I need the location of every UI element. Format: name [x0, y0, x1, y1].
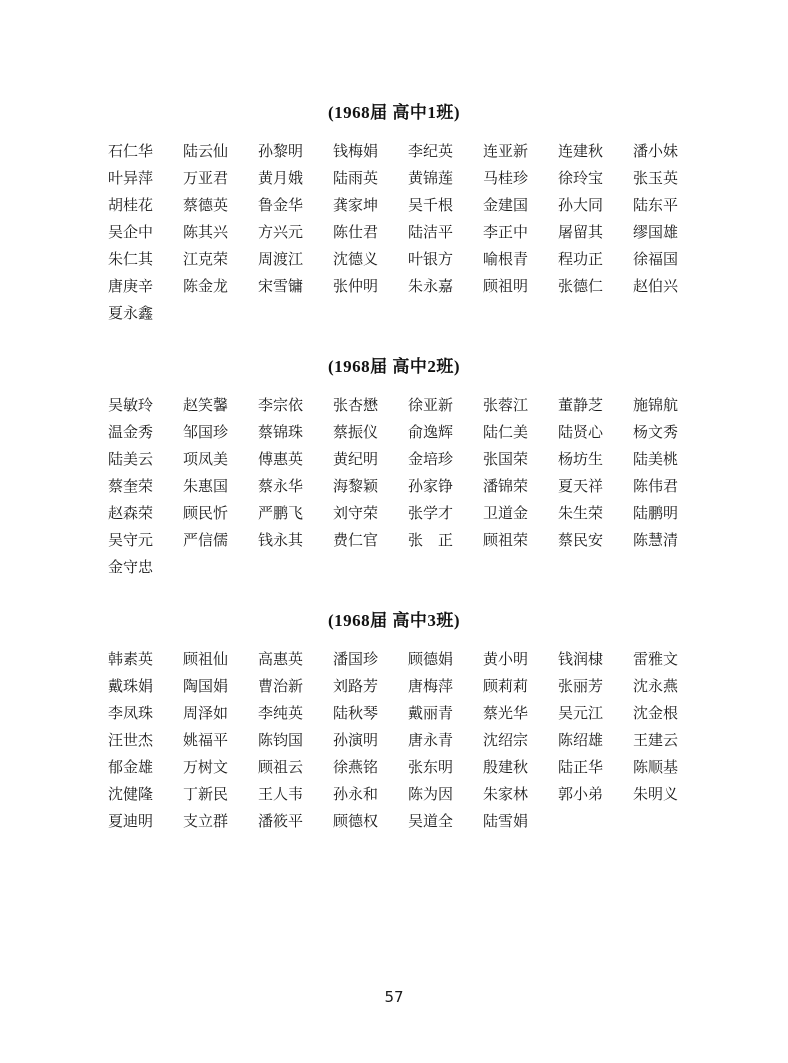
student-name: 朱明义 — [633, 785, 679, 803]
student-name: 雷雅文 — [633, 650, 679, 668]
student-name: 黄纪明 — [333, 450, 379, 468]
student-name: 陆洁平 — [408, 223, 454, 241]
student-name: 刘路芳 — [333, 677, 379, 695]
page-number: 57 — [384, 988, 404, 1006]
student-name: 李纯英 — [258, 704, 304, 722]
student-name: 吴敏玲 — [108, 396, 154, 414]
student-name: 方兴元 — [258, 223, 304, 241]
student-name: 潘小妹 — [633, 142, 679, 160]
student-name: 吴千根 — [408, 196, 454, 214]
student-name: 严鹏飞 — [258, 504, 304, 522]
student-name: 姚福平 — [183, 731, 229, 749]
student-name: 夏迪明 — [108, 812, 154, 830]
student-name: 郁金雄 — [108, 758, 154, 776]
student-name: 丁新民 — [183, 785, 229, 803]
student-name: 陈绍雄 — [558, 731, 604, 749]
student-name: 孙黎明 — [258, 142, 304, 160]
student-name: 孙演明 — [333, 731, 379, 749]
section-title: (1968届 高中3班) — [327, 611, 461, 630]
student-name: 陶国娟 — [183, 677, 229, 695]
student-name: 陆鹏明 — [633, 504, 679, 522]
student-name: 殷建秋 — [483, 758, 529, 776]
student-name: 唐庚辛 — [108, 277, 154, 295]
student-name: 李纪英 — [408, 142, 454, 160]
student-name: 陈伟君 — [633, 477, 679, 495]
student-name: 连亚新 — [483, 142, 529, 160]
student-name: 吴守元 — [108, 531, 154, 549]
student-name: 蔡永华 — [258, 477, 304, 495]
student-name: 陈钧国 — [258, 731, 304, 749]
student-name: 孙大同 — [558, 196, 604, 214]
student-name: 叶银方 — [408, 250, 454, 268]
student-name: 陈顺基 — [633, 758, 679, 776]
student-name: 俞逸辉 — [408, 423, 454, 441]
student-name: 喻根青 — [483, 250, 529, 268]
student-name: 沈德义 — [333, 250, 379, 268]
student-name: 万亚君 — [183, 169, 229, 187]
student-name: 蔡锦珠 — [258, 423, 304, 441]
student-name: 陆仁美 — [483, 423, 529, 441]
student-name: 黄月娥 — [258, 169, 304, 187]
name-list — [108, 646, 708, 835]
student-name: 赵伯兴 — [633, 277, 679, 295]
student-name: 徐玲宝 — [558, 169, 604, 187]
student-name: 蔡振仪 — [333, 423, 379, 441]
student-name: 李宗依 — [258, 396, 304, 414]
student-name: 海黎颖 — [333, 477, 379, 495]
student-name: 陆雨英 — [333, 169, 379, 187]
student-name: 赵森荣 — [108, 504, 154, 522]
student-name: 叶异萍 — [108, 169, 154, 187]
student-name: 钱永其 — [258, 531, 304, 549]
student-name: 李正中 — [483, 223, 529, 241]
student-name: 温金秀 — [108, 423, 154, 441]
student-name: 董静芝 — [558, 396, 604, 414]
student-name: 陆美云 — [108, 450, 154, 468]
student-name: 潘筱平 — [258, 812, 304, 830]
student-name: 陆正华 — [558, 758, 604, 776]
student-name: 蔡民安 — [558, 531, 604, 549]
student-name: 张 正 — [408, 531, 454, 549]
section-title: (1968届 高中2班) — [327, 357, 461, 376]
student-name: 宋雪镛 — [258, 277, 304, 295]
student-name: 沈健隆 — [108, 785, 154, 803]
student-name: 孙家铮 — [408, 477, 454, 495]
student-name: 张学才 — [408, 504, 454, 522]
student-name: 顾民忻 — [183, 504, 229, 522]
student-name: 张杏懋 — [333, 396, 379, 414]
student-name: 杨文秀 — [633, 423, 679, 441]
student-name: 吴元江 — [558, 704, 604, 722]
student-name: 杨坊生 — [558, 450, 604, 468]
student-name: 严信儒 — [183, 531, 229, 549]
student-name: 朱永嘉 — [408, 277, 454, 295]
student-name: 龚家坤 — [333, 196, 379, 214]
student-name: 徐亚新 — [408, 396, 454, 414]
student-name: 朱家林 — [483, 785, 529, 803]
student-name: 程功正 — [558, 250, 604, 268]
student-name: 项凤美 — [183, 450, 229, 468]
student-name: 沈金根 — [633, 704, 679, 722]
student-name: 钱润棣 — [558, 650, 604, 668]
student-name: 顾莉莉 — [483, 677, 529, 695]
student-name: 潘锦荣 — [483, 477, 529, 495]
student-name: 张丽芳 — [558, 677, 604, 695]
student-name: 沈绍宗 — [483, 731, 529, 749]
student-name: 潘国珍 — [333, 650, 379, 668]
student-name: 金建国 — [483, 196, 529, 214]
student-name: 陆雪娟 — [483, 812, 529, 830]
student-name: 陈为因 — [408, 785, 454, 803]
student-name: 邹国珍 — [183, 423, 229, 441]
student-name: 张仲明 — [333, 277, 379, 295]
student-name: 刘守荣 — [333, 504, 379, 522]
student-name: 顾德权 — [333, 812, 379, 830]
student-name: 陆云仙 — [183, 142, 229, 160]
class-section-1 — [0, 100, 788, 327]
student-name: 黄锦莲 — [408, 169, 454, 187]
student-name: 周渡江 — [258, 250, 304, 268]
student-name: 徐福国 — [633, 250, 679, 268]
student-name: 陈慧清 — [633, 531, 679, 549]
student-name: 孙永和 — [333, 785, 379, 803]
student-name: 韩素英 — [108, 650, 154, 668]
student-name: 陈仕君 — [333, 223, 379, 241]
section-title: (1968届 高中1班) — [327, 103, 461, 122]
student-name: 曹治新 — [258, 677, 304, 695]
student-name: 胡桂花 — [108, 196, 154, 214]
student-name: 陆贤心 — [558, 423, 604, 441]
student-name: 陈金龙 — [183, 277, 229, 295]
student-name: 朱仁其 — [108, 250, 154, 268]
student-name: 金培珍 — [408, 450, 454, 468]
student-name: 张东明 — [408, 758, 454, 776]
student-name: 高惠英 — [258, 650, 304, 668]
student-name: 陈其兴 — [183, 223, 229, 241]
student-name: 鲁金华 — [258, 196, 304, 214]
student-name: 黄小明 — [483, 650, 529, 668]
student-name: 徐燕铭 — [333, 758, 379, 776]
student-name: 石仁华 — [108, 142, 154, 160]
student-name: 吴企中 — [108, 223, 154, 241]
student-name: 顾祖荣 — [483, 531, 529, 549]
name-list — [108, 392, 708, 581]
student-name: 费仁官 — [333, 531, 379, 549]
student-name: 顾德娟 — [408, 650, 454, 668]
student-name: 顾祖明 — [483, 277, 529, 295]
student-name: 陆秋琴 — [333, 704, 379, 722]
student-name: 屠留其 — [558, 223, 604, 241]
student-name: 江克荣 — [183, 250, 229, 268]
student-name: 陆东平 — [633, 196, 679, 214]
student-name: 张德仁 — [558, 277, 604, 295]
student-name: 蔡德英 — [183, 196, 229, 214]
student-name: 蔡奎荣 — [108, 477, 154, 495]
name-list — [108, 138, 708, 327]
student-name: 汪世杰 — [108, 731, 154, 749]
student-name: 傅惠英 — [258, 450, 304, 468]
student-name: 陆美桃 — [633, 450, 679, 468]
student-name: 朱惠国 — [183, 477, 229, 495]
student-name: 卫道金 — [483, 504, 529, 522]
student-name: 吴道全 — [408, 812, 454, 830]
student-name: 戴丽青 — [408, 704, 454, 722]
student-name: 蔡光华 — [483, 704, 529, 722]
student-name: 张国荣 — [483, 450, 529, 468]
student-name: 施锦航 — [633, 396, 679, 414]
student-name: 夏天祥 — [558, 477, 604, 495]
student-name: 唐永青 — [408, 731, 454, 749]
student-name: 王建云 — [633, 731, 679, 749]
student-name: 张玉英 — [633, 169, 679, 187]
student-name: 金守忠 — [108, 558, 154, 576]
student-name: 连建秋 — [558, 142, 604, 160]
student-name: 马桂珍 — [483, 169, 529, 187]
student-name: 支立群 — [183, 812, 229, 830]
student-name: 万树文 — [183, 758, 229, 776]
student-name: 张蓉江 — [483, 396, 529, 414]
student-name: 夏永鑫 — [108, 304, 154, 322]
student-name: 王人韦 — [258, 785, 304, 803]
student-name: 沈永燕 — [633, 677, 679, 695]
student-name: 唐梅萍 — [408, 677, 454, 695]
student-name: 赵笑馨 — [183, 396, 229, 414]
student-name: 钱梅娟 — [333, 142, 379, 160]
student-name: 李凤珠 — [108, 704, 154, 722]
student-name: 郭小弟 — [558, 785, 604, 803]
student-name: 缪国雄 — [633, 223, 679, 241]
student-name: 顾祖云 — [258, 758, 304, 776]
student-name: 顾祖仙 — [183, 650, 229, 668]
class-section-2 — [0, 354, 788, 581]
student-name: 戴珠娟 — [108, 677, 154, 695]
class-section-3 — [0, 608, 788, 835]
student-name: 朱生荣 — [558, 504, 604, 522]
student-name: 周泽如 — [183, 704, 229, 722]
